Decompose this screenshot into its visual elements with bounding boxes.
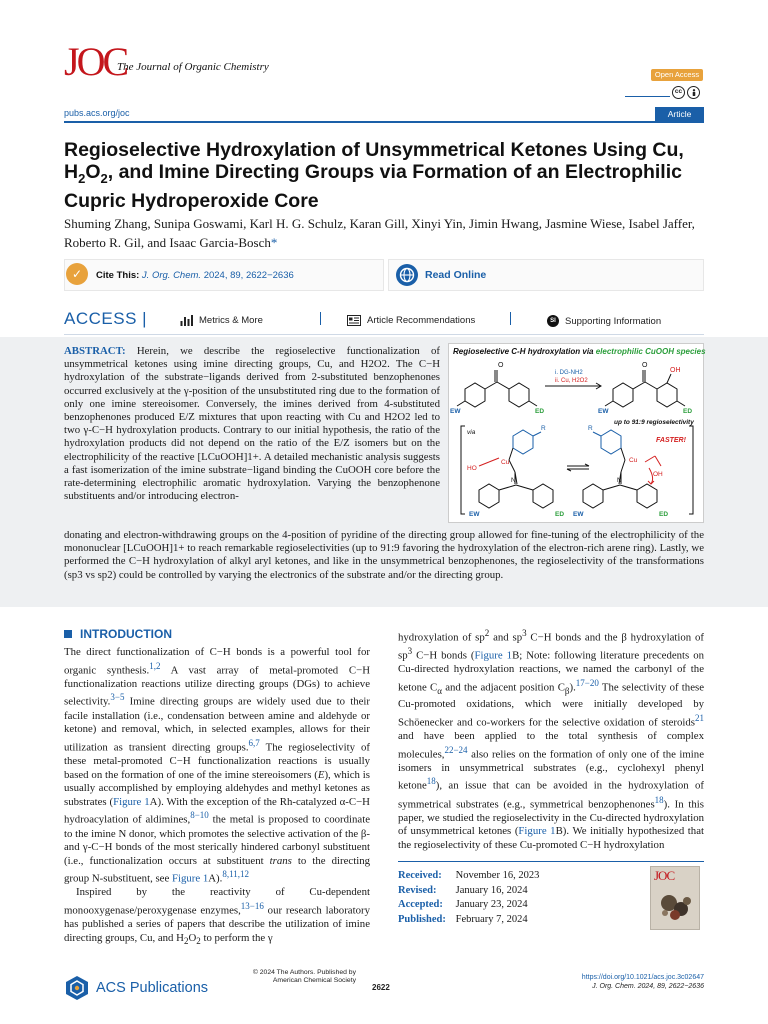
cover-art (651, 867, 700, 930)
toc-r-2: R (588, 425, 593, 432)
intro-paragraph-2: Inspired by the reactivity of Cu-dependent monooxygenase/peroxygenase enzymes,$^{13-16}$ our research laboratory has published a series of papers that describe the utilization of imine directing groups, Cu, and $H_2O_2$ to perform the γ (64, 886, 370, 946)
license-icons[interactable] (672, 86, 700, 99)
acs-publications-logo[interactable] (64, 975, 208, 1001)
toc-oxygen-2: O (642, 362, 648, 369)
article-title: Regioselective Hydroxylation of Unsymmetrical Ketones Using Cu, $H_2O_2$, and Imine Directing Groups via Formation of an Electrophilic Cupric Hydroperoxide Core (64, 139, 684, 212)
creative-commons-icon: cc (672, 86, 685, 99)
cite-label: Cite This: (96, 270, 140, 281)
toc-n-2: N (617, 477, 622, 484)
toc-r-1: R (541, 425, 546, 432)
author-list (64, 214, 704, 252)
toc-ew-3: EW (469, 511, 480, 518)
journal-name: The Journal of Organic Chemistry (117, 61, 269, 73)
cover-logo: JOC (654, 868, 675, 883)
date-revised: Revised: January 16, 2024 (398, 884, 528, 896)
copyright-notice: © 2024 The Authors. Published by American Chemical Society (252, 969, 356, 985)
intro-right-column (398, 627, 704, 853)
publication-dates (398, 869, 539, 927)
license-rule (625, 96, 670, 97)
toc-ew-1: EW (450, 408, 461, 415)
supporting-info-link[interactable] (547, 315, 661, 327)
introduction-heading (64, 627, 172, 641)
toc-step-2: ii. Cu, H2O2 (555, 378, 588, 384)
journal-url-link[interactable]: pubs.acs.org/joc (64, 108, 130, 118)
toc-title: Regioselective C-H hydroxylation via electrophilic CuOOH species (453, 347, 706, 356)
cite-this[interactable] (96, 270, 294, 281)
doi-block (540, 973, 704, 991)
recommendations-label: Article Recommendations (367, 315, 476, 326)
header-rule (64, 121, 704, 123)
doi-link[interactable]: https://doi.org/10.1021/acs.joc.3c02647 (581, 974, 704, 981)
date-published: Published: February 7, 2024 (398, 913, 528, 925)
toc-ed-4: ED (659, 511, 669, 518)
intro-paragraph-3: hydroxylation of $sp^2$ and $sp^3$ C−H bonds and the β hydroxylation of $sp^3$ C−H bonds (Figure 1B; Note: following literature precedents on Cu-directed hydroxylation reactions, we named the carbonyl of the ketone $C_\alpha$ and the adjacent position $C_\beta).^{17-20}$ The selectivity of these Cu-promoted oxidations, which were initially developed by Schöenecker and co-workers for the selective oxidation of steroids$^{21}$ and have been applied to the total synthesis of complex molecules,$^{22-24}$ also relies on the formation of only one of the imine isomers in unsymmetrical substrates (e.g., cyclohexyl phenyl ketone$^{18}$), an issue that can be avoided in the hydroxylation of symmetrical substrates (e.g., symmetrical benzophenones$^{18}$). In this paper, we studied the regioselectivity in the Cu-directed hydroxylation of unsymmetrical ketones (Figure 1B). We initially hypothesized that the regioselectivity of these Cu-promoted C−H hydroxylation (398, 628, 705, 852)
access-label: ACCESS | (64, 309, 148, 328)
toc-ew-4: EW (573, 511, 584, 518)
quote-icon: ✓ (66, 263, 88, 285)
journal-cover-thumbnail[interactable] (650, 866, 700, 930)
author-names: Shuming Zhang, Sunipa Goswami, Karl H. G. Schulz, Karan Gill, Xinyi Yin, Jimin Hwang, Jasmine Wiese, Isabel Jaffer, Roberto R. Gil, and Isaac Garcia-Bosch (64, 216, 695, 250)
toc-cu-1: Cu (501, 459, 510, 466)
corresponding-author-mark[interactable]: * (270, 235, 278, 250)
attribution-icon (687, 86, 700, 99)
toc-ho: HO (467, 465, 477, 472)
abstract-text-1: Herein, we describe the regioselective functionalization of unsymmetrical ketones using imine directing groups, Cu, and H2O2. The C−H hydroxylation of the substrate−ligands derived from 2-substituted benzophenones occurred exclusively at the γ-position of the unsubstituted ring due to the formation of only one imine stereoisomer. Conversely, the imines derived from 4-substituted benzophenones produced E/Z mixtures that upon reacting with Cu and H2O2 led to two γ-C−H hydroxylation products. Contrary to our initial hypothesis, the ratio of the hydroxylation products did not depend on the ratio of the E/Z isomers but on the electrophilicity of the reactive [LCuOOH]1+. A detailed mechanistic analysis suggests a fast isomerization of the imine substrate−ligand binding the CuOOH core before the rate-determining electrophilic aromatic hydroxylation. Varying the benzophenone substituents and/or introducing electron- (64, 345, 440, 503)
recommendations-link[interactable] (347, 315, 475, 326)
intro-left-column (64, 646, 370, 949)
access-separator-2 (510, 312, 511, 325)
toc-graphic[interactable] (448, 343, 704, 523)
toc-n-1: N (511, 477, 516, 484)
metrics-link[interactable] (180, 315, 263, 326)
document-list-icon (347, 315, 361, 326)
toc-hydroxyl-top: OH (670, 367, 681, 374)
access-separator-1 (320, 312, 321, 325)
toc-selectivity: up to 91:9 regioselectivity (614, 419, 694, 426)
publisher-name: ACS Publications (96, 980, 209, 996)
section-marker-icon (64, 630, 72, 638)
metrics-label: Metrics & More (199, 315, 263, 326)
abstract-wide: donating and electron-withdrawing groups on the 4-position of pyridine of the directing group allowed for fine-tuning of the electrophilicity of the mononuclear [LCuOOH]1+ to reach remarkable regioselectivities (up to 91:9 favoring the hydroxylation of the electron-rich arene ring). Lastly, we performed the C−H hydroxylation of alkyl aryl ketones, and like in the unsymmetrical benzophenones, the regioselectivity of the transformations (sp3 vs sp2) could be controlled by varying the electronics of the substrate and/or the directing group. (64, 529, 704, 581)
page-number: 2622 (372, 983, 390, 992)
toc-faster: FASTER! (656, 437, 686, 444)
reaction-scheme (449, 344, 705, 524)
toc-step-1: i. DG-NH2 (555, 370, 583, 376)
article-type-tab: Article (655, 107, 704, 121)
open-access-badge: Open Access (651, 69, 703, 81)
toc-ed-3: ED (555, 511, 565, 518)
read-online-link[interactable]: Read Online (425, 269, 487, 281)
cite-journal: J. Org. Chem. (141, 270, 202, 281)
introduction-title: INTRODUCTION (80, 627, 172, 641)
toc-cu-2: Cu (629, 457, 638, 464)
toc-oxygen-1: O (498, 362, 504, 369)
globe-icon (396, 264, 418, 286)
intro-paragraph-1: The direct functionalization of C−H bonds is a powerful tool for organic synthesis.$^{1,2}$ A vast array of metal-promoted C−H functionalization reactions utilize directing groups (DGs) to achieve selectivity.$^{3-5}$ Imine directing groups are widely used due to their facile installation (i.e., condensation between amine and aldehyde or ketone) and removal, which, in selected examples, allows for their utilization as transient directing groups.$^{6,7}$ The regioselectivity of these metal-promoted C−H functionalization reactions is usually based on the formation of one of the imine stereoisomers (E), which is usually accomplished by employing aldehydes and methyl ketones as substrates (Figure 1A). With the exception of the Rh-catalyzed α-C−H hydroacylation of aldimines,$^{8-10}$ the metal is proposed to coordinate to the imine N donor, which promotes the selective activation of the β- and γ-C−H bonds of the most sterically hindered carbonyl substituent (i.e., functionalization occurs at substituent trans to the directing group N-substituent, see Figure 1A).$^{8,11,12}$ (64, 646, 371, 885)
date-received: Received: November 16, 2023 (398, 870, 540, 881)
abstract-narrow (64, 345, 440, 503)
supporting-info-label: Supporting Information (565, 315, 662, 327)
si-icon: SI (547, 315, 559, 327)
toc-ew-2: EW (598, 408, 609, 415)
toc-via: via (467, 429, 476, 436)
footer-citation: J. Org. Chem. 2024, 89, 2622−2636 (592, 983, 704, 990)
journal-logo[interactable] (64, 39, 284, 84)
toc-oh-complex: OH (653, 471, 663, 478)
bar-chart-icon (180, 315, 193, 326)
toc-ed-1: ED (535, 408, 545, 415)
toc-ed-2: ED (683, 408, 693, 415)
logo-letters: JOC (64, 39, 127, 84)
abstract-label: ABSTRACT: (64, 345, 126, 357)
date-accepted: Accepted: January 23, 2024 (398, 899, 528, 910)
acs-hexagon-icon (64, 975, 90, 1001)
dates-rule (398, 861, 704, 862)
cite-reference: 2024, 89, 2622−2636 (203, 270, 294, 281)
